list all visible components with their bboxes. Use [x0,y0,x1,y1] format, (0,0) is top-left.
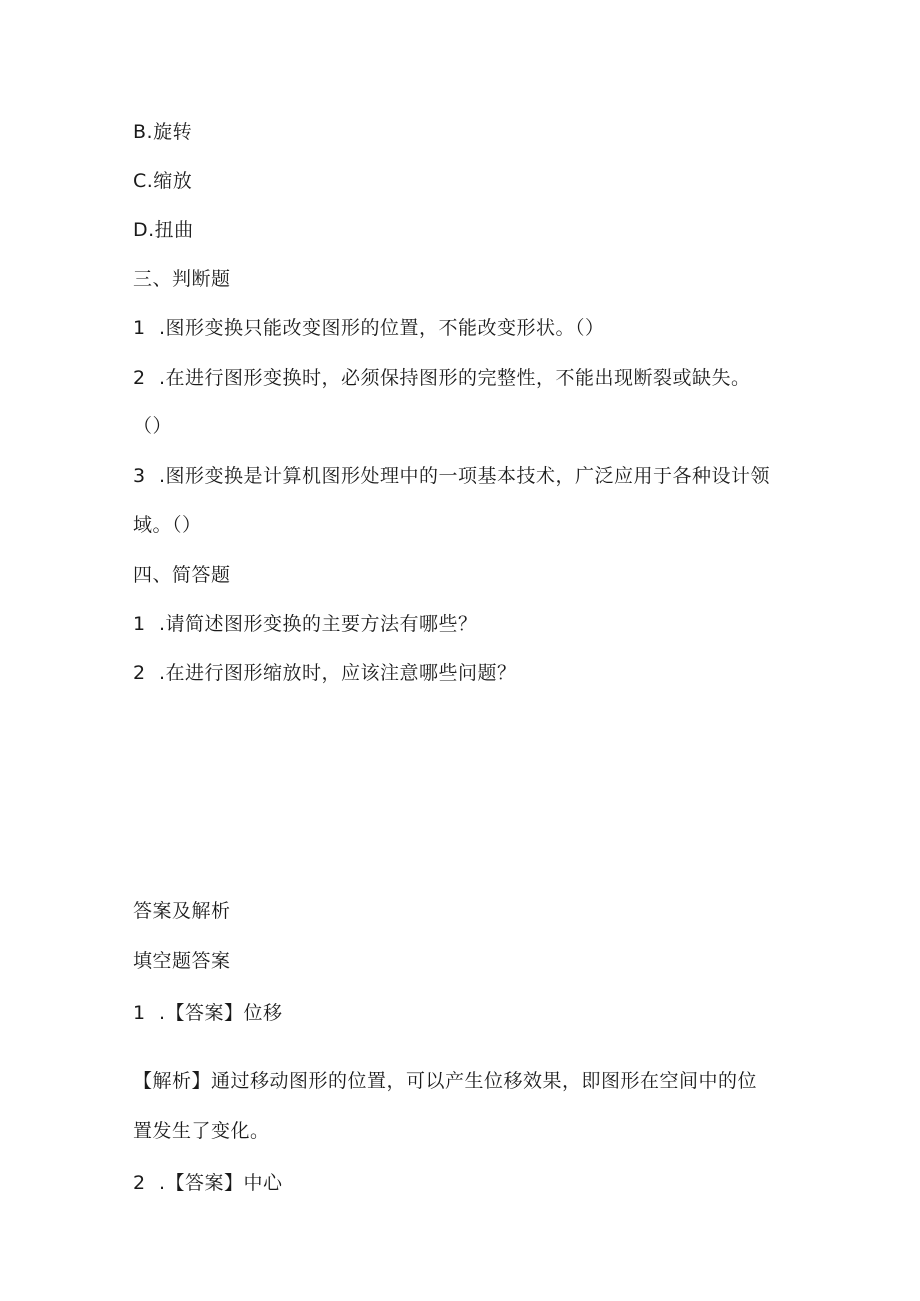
answer-1-explanation-continuation: 置发生了变化。 [133,1120,270,1142]
question-number: 3 [133,465,146,487]
answer-1 [133,1000,283,1026]
short-answer-question-2 [133,660,517,686]
judgment-question-3 [133,463,770,489]
judgment-question-1 [133,315,605,341]
question-number: 1 [133,317,146,339]
answer-number: 1 [133,1002,146,1024]
judgment-question-3-continuation: 域。（） [133,514,202,536]
question-text: .在进行图形变换时，必须保持图形的完整性，不能出现断裂或缺失。 [159,367,751,389]
short-answer-heading: 四、简答题 [133,564,231,586]
judgment-question-2-continuation: （） [133,415,173,437]
question-number: 1 [133,613,146,635]
option-b: B.旋转 [133,121,193,143]
answer-text: .【答案】中心 [159,1172,283,1194]
option-d: D.扭曲 [133,219,194,241]
question-text: .图形变换只能改变图形的位置，不能改变形状。（） [159,317,605,339]
short-answer-question-1 [133,611,478,637]
question-text: .请简述图形变换的主要方法有哪些？ [159,613,478,635]
question-text: .图形变换是计算机图形处理中的一项基本技术，广泛应用于各种设计领 [159,465,771,487]
answer-2 [133,1170,283,1196]
question-number: 2 [133,367,146,389]
answer-1-explanation: 【解析】通过移动图形的位置，可以产生位移效果，即图形在空间中的位 [133,1070,758,1092]
fill-blank-answers-heading: 填空题答案 [133,950,231,972]
question-number: 2 [133,662,146,684]
judgment-heading: 三、判断题 [133,268,231,290]
answer-number: 2 [133,1172,146,1194]
answer-text: .【答案】位移 [159,1002,283,1024]
answers-heading: 答案及解析 [133,900,231,922]
judgment-question-2 [133,365,751,391]
option-c: C.缩放 [133,170,193,192]
question-text: .在进行图形缩放时，应该注意哪些问题？ [159,662,517,684]
